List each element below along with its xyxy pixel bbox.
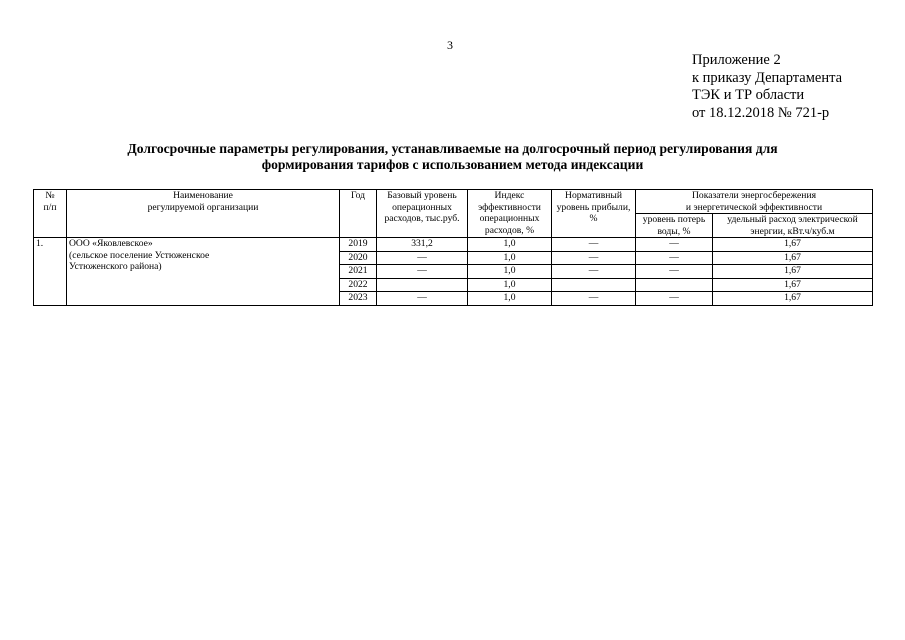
cell-normative-profit: —: [552, 265, 636, 279]
cell-efficiency-index: 1,0: [468, 251, 552, 265]
cell-base-level: —: [377, 292, 468, 306]
header-year: Год: [340, 190, 377, 238]
appendix-line: от 18.12.2018 № 721-р: [692, 104, 830, 121]
cell-normative-profit: —: [552, 238, 636, 252]
cell-efficiency-index: 1,0: [468, 238, 552, 252]
appendix-block: [692, 52, 842, 122]
header-number: № п/п: [34, 190, 67, 238]
cell-specific-consumption: 1,67: [713, 265, 873, 279]
cell-year: 2023: [340, 292, 377, 306]
cell-water-loss: —: [636, 292, 713, 306]
appendix-line: Приложение 2: [692, 52, 781, 68]
header-base-level: Базовый уровень операционных расходов, тыс.руб.: [377, 190, 468, 238]
org-number: 1.: [34, 238, 67, 306]
cell-water-loss: [636, 278, 713, 292]
title-line: Долгосрочные параметры регулирования, устанавливаемые на долгосрочный период регулирования для: [127, 141, 778, 156]
cell-year: 2020: [340, 251, 377, 265]
header-efficiency-index: Индекс эффективности операционных расходов, %: [468, 190, 552, 238]
cell-specific-consumption: 1,67: [713, 251, 873, 265]
cell-efficiency-index: 1,0: [468, 278, 552, 292]
cell-water-loss: —: [636, 251, 713, 265]
header-normative-profit: Нормативный уровень прибыли, %: [552, 190, 636, 238]
appendix-line: к приказу Департамента: [692, 69, 843, 86]
cell-year: 2022: [340, 278, 377, 292]
cell-year: 2019: [340, 238, 377, 252]
cell-base-level: 331,2: [377, 238, 468, 252]
table-row: [34, 238, 873, 252]
cell-normative-profit: [552, 278, 636, 292]
cell-water-loss: —: [636, 265, 713, 279]
page-number: 3: [447, 38, 453, 52]
document-title: [60, 141, 845, 173]
cell-water-loss: —: [636, 238, 713, 252]
cell-year: 2021: [340, 265, 377, 279]
cell-base-level: [377, 278, 468, 292]
cell-base-level: —: [377, 265, 468, 279]
cell-normative-profit: —: [552, 251, 636, 265]
header-energy-group: Показатели энергосбережения и энергетической эффективности: [636, 190, 873, 214]
cell-normative-profit: —: [552, 292, 636, 306]
org-name: ООО «Яковлевское» (сельское поселение Устюженское Устюженского района): [67, 238, 340, 306]
header-specific-consumption: удельный расход электрической энергии, кВт.ч/куб.м: [713, 214, 873, 238]
header-organization: Наименование регулируемой организации: [67, 190, 340, 238]
cell-specific-consumption: 1,67: [713, 292, 873, 306]
cell-efficiency-index: 1,0: [468, 292, 552, 306]
parameters-table: [33, 189, 873, 306]
cell-base-level: —: [377, 251, 468, 265]
cell-specific-consumption: 1,67: [713, 238, 873, 252]
header-water-loss: уровень потерь воды, %: [636, 214, 713, 238]
appendix-line: ТЭК и ТР области: [692, 87, 805, 103]
cell-specific-consumption: 1,67: [713, 278, 873, 292]
cell-efficiency-index: 1,0: [468, 265, 552, 279]
title-line: формирования тарифов с использованием метода индексации: [261, 157, 644, 172]
